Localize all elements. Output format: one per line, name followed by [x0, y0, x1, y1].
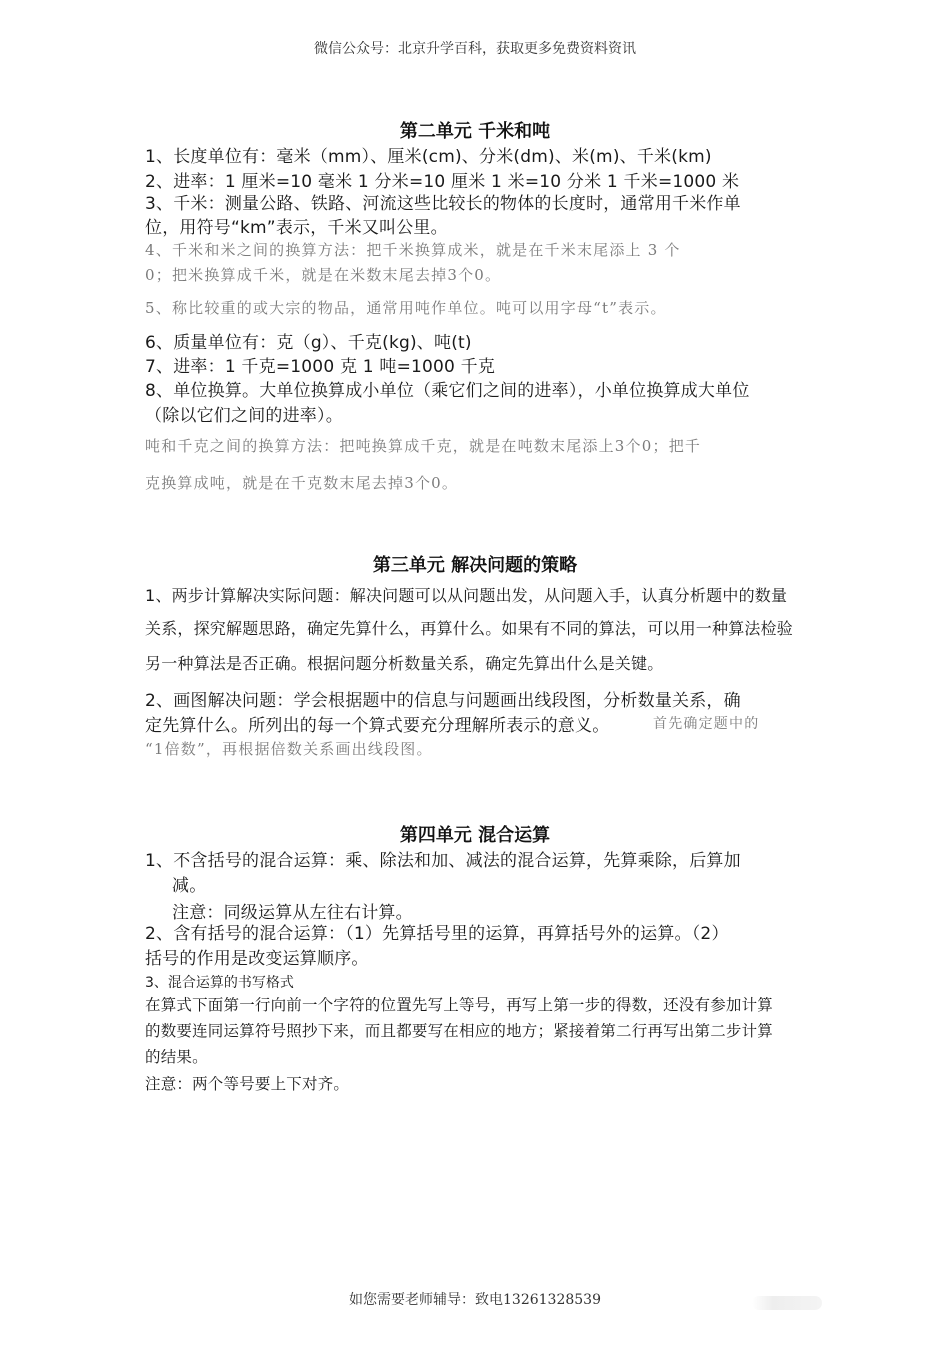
unit2-line: 克换算成吨，就是在千克数末尾去掉3个0。	[145, 474, 459, 492]
unit2-line: 5、称比较重的或大宗的物品，通常用吨作单位。吨可以用字母“t”表示。	[145, 299, 667, 317]
unit4-line: 的数要连同运算符号照抄下来，而且都要写在相应的地方；紧接着第二行再写出第二步计算	[145, 1022, 774, 1040]
unit2-line: 2、进率：1 厘米=10 毫米 1 分米=10 厘米 1 米=10 分米 1 千米=1000 米	[145, 172, 740, 192]
unit2-line: 6、质量单位有：克（g）、千克(kg)、吨(t)	[145, 333, 472, 353]
unit4-line: 减。	[172, 876, 207, 896]
unit3-line: 首先确定题中的	[653, 716, 760, 732]
unit4-line: 的结果。	[145, 1048, 208, 1066]
unit4-line: 3、混合运算的书写格式	[145, 975, 294, 991]
unit2-title: 第二单元 千米和吨	[399, 121, 551, 142]
unit3-line: “1倍数”，再根据倍数关系画出线段图。	[145, 740, 433, 758]
page-curl-shadow	[752, 1296, 822, 1310]
unit4-line: 2、含有括号的混合运算：（1）先算括号里的运算，再算括号外的运算。（2）	[145, 924, 729, 944]
unit2-line: 1、长度单位有：毫米（mm）、厘米(cm)、分米(dm)、米(m)、千米(km)	[145, 147, 712, 167]
unit4-line: 在算式下面第一行向前一个字符的位置先写上等号，再写上第一步的得数，还没有参加计算	[145, 996, 774, 1014]
unit2-line: 0；把米换算成千米，就是在米数末尾去掉3个0。	[145, 266, 502, 284]
unit2-line: 3、千米：测量公路、铁路、河流这些比较长的物体的长度时，通常用千米作单	[145, 194, 741, 214]
unit4-line: 注意：两个等号要上下对齐。	[145, 1075, 350, 1093]
unit3-title: 第三单元 解决问题的策略	[372, 555, 578, 576]
unit4-title: 第四单元 混合运算	[399, 825, 551, 846]
unit2-line: （除以它们之间的进率）。	[145, 406, 343, 426]
page-header: 微信公众号：北京升学百科，获取更多免费资料资讯	[314, 41, 636, 57]
unit2-line: 8、单位换算。大单位换算成小单位（乘它们之间的进率），小单位换算成大单位	[145, 381, 750, 401]
unit3-line: 定先算什么。所列出的每一个算式要充分理解所表示的意义。	[145, 716, 610, 736]
unit3-line: 另一种算法是否正确。根据问题分析数量关系，确定先算出什么是关键。	[145, 654, 664, 673]
unit2-line: 吨和千克之间的换算方法：把吨换算成千克，就是在吨数末尾添上3个0；把千	[145, 437, 702, 455]
unit4-line: 括号的作用是改变运算顺序。	[145, 949, 369, 969]
unit4-line: 1、不含括号的混合运算：乘、除法和加、减法的混合运算，先算乘除，后算加	[145, 851, 741, 871]
unit2-line: 4、千米和米之间的换算方法：把千米换算成米，就是在千米末尾添上 3 个	[145, 241, 681, 259]
unit2-line: 位，用符号“km”表示，千米又叫公里。	[145, 218, 448, 238]
unit2-line: 7、进率：1 千克=1000 克 1 吨=1000 千克	[145, 357, 496, 377]
unit3-line: 关系，探究解题思路，确定先算什么，再算什么。如果有不同的算法，可以用一种算法检验	[145, 619, 794, 638]
unit3-line: 1、两步计算解决实际问题：解决问题可以从问题出发，从问题入手，认真分析题中的数量	[145, 586, 788, 605]
unit3-line: 2、画图解决问题：学会根据题中的信息与问题画出线段图，分析数量关系，确	[145, 691, 741, 711]
unit4-line: 注意：同级运算从左往右计算。	[172, 903, 413, 923]
page-footer: 如您需要老师辅导：致电13261328539	[349, 1292, 601, 1308]
